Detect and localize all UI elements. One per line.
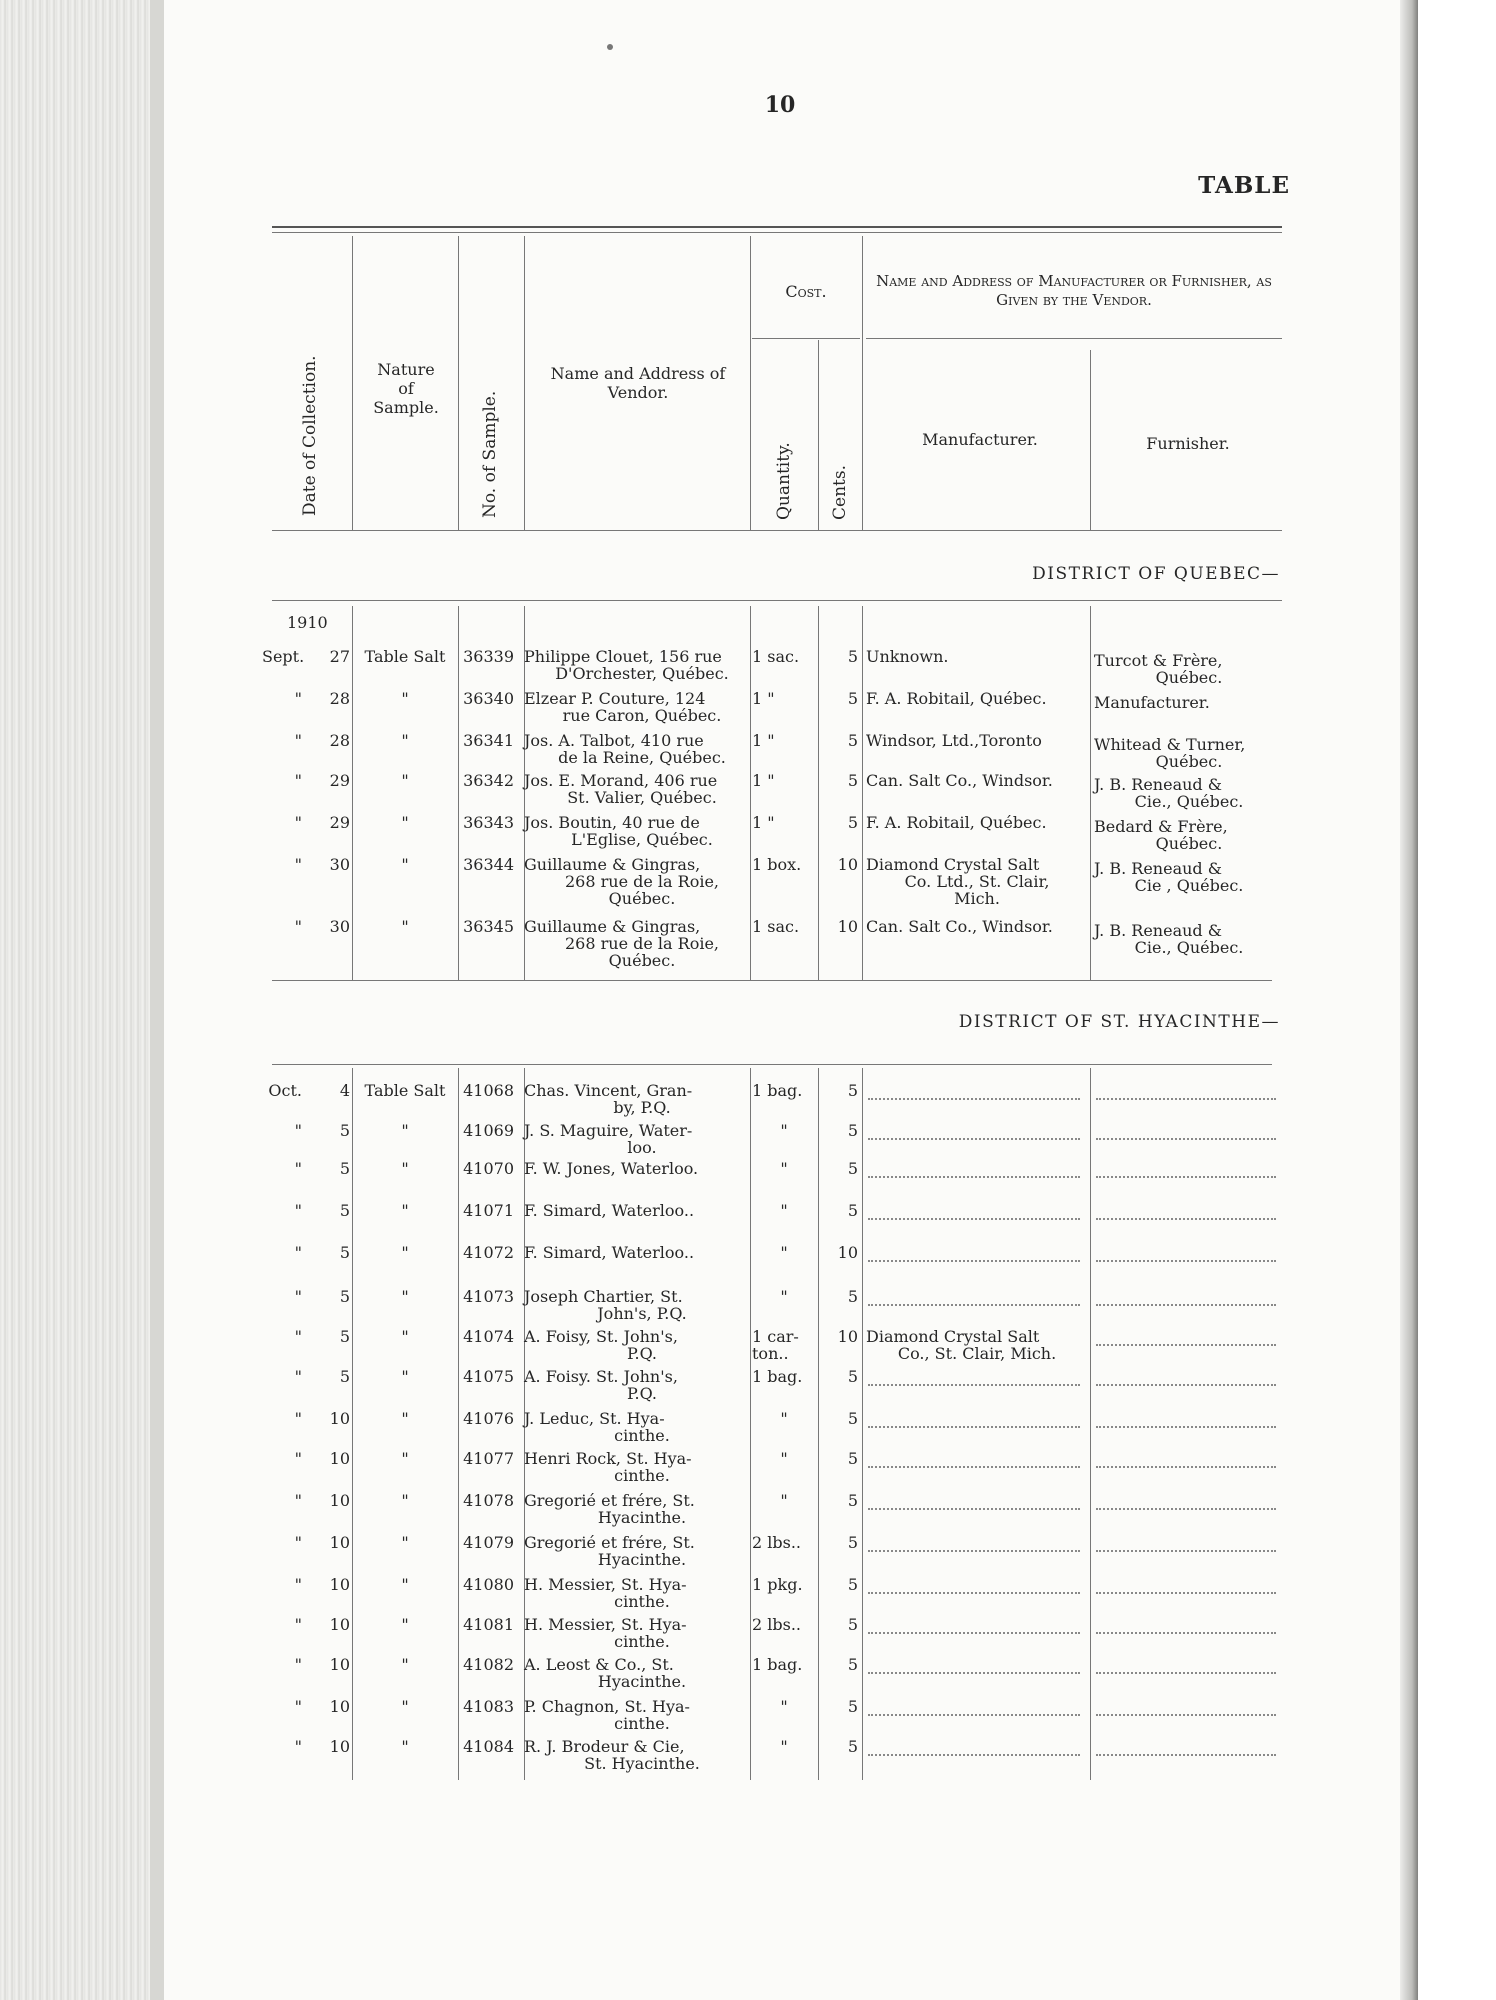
leader-dots	[868, 1302, 1080, 1306]
vendor-line: A. Foisy. St. John's,	[524, 1367, 678, 1386]
date-month: "	[294, 1159, 302, 1178]
section-rule	[272, 1064, 1272, 1065]
leader-dots	[868, 1548, 1080, 1552]
quantity: "	[780, 1287, 788, 1306]
quantity: 2 lbs..	[752, 1533, 802, 1552]
leader-dots	[1096, 1096, 1276, 1100]
sample-number: 41079	[463, 1533, 514, 1552]
column-line	[750, 1068, 751, 1780]
quantity: "	[780, 1121, 788, 1140]
quantity: 1 "	[752, 771, 775, 790]
quantity: "	[780, 1697, 788, 1716]
vendor-line: Chas. Vincent, Gran-	[524, 1081, 693, 1100]
vendor-line: Québec.	[608, 889, 676, 908]
leader-dots	[868, 1216, 1080, 1220]
header-col-line	[750, 236, 751, 530]
date-month: "	[294, 689, 302, 708]
leader-dots	[1096, 1216, 1276, 1220]
vendor-line: cinthe.	[614, 1426, 670, 1445]
sample-number: 41076	[463, 1409, 514, 1428]
vendor-line: Guillaume & Gingras,	[524, 917, 701, 936]
quantity: 1 "	[752, 689, 775, 708]
quantity: "	[780, 1491, 788, 1510]
quantity: "	[780, 1159, 788, 1178]
vendor-line: by, P.Q.	[613, 1098, 671, 1117]
header-cents: Cents.	[830, 465, 850, 520]
date-month: "	[294, 1615, 302, 1634]
date-month: "	[294, 1655, 302, 1674]
date-day: 30	[329, 855, 350, 874]
leader-dots	[1096, 1590, 1276, 1594]
vendor-line: R. J. Brodeur & Cie,	[524, 1737, 685, 1756]
leader-dots	[1096, 1258, 1276, 1262]
furnisher-line: J. B. Reneaud &	[1094, 859, 1222, 878]
leader-dots	[868, 1424, 1080, 1428]
sample-number: 36341	[463, 731, 514, 750]
sample-nature: "	[401, 1655, 409, 1674]
ink-dot	[607, 44, 613, 50]
vendor-line: 268 rue de la Roie,	[564, 934, 720, 953]
date-day: 28	[329, 731, 350, 750]
leader-dots	[1096, 1174, 1276, 1178]
leader-dots	[868, 1258, 1080, 1262]
header-date: Date of Collection.	[300, 355, 320, 516]
header-no: No. of Sample.	[480, 390, 500, 518]
vendor-line: F. Simard, Waterloo..	[524, 1201, 695, 1220]
sample-number: 41081	[463, 1615, 514, 1634]
date-day: 10	[329, 1737, 350, 1756]
leader-dots	[868, 1712, 1080, 1716]
vendor-line: Hyacinthe.	[597, 1672, 687, 1691]
table-title: TABLE	[1198, 172, 1290, 199]
leader-dots	[868, 1590, 1080, 1594]
sample-number: 41074	[463, 1327, 514, 1346]
header-quantity: Quantity.	[774, 442, 794, 520]
page-number: 10	[764, 92, 796, 118]
manufacturer-line: Windsor, Ltd.,Toronto	[866, 731, 1042, 750]
manufacturer-line: Diamond Crystal Salt	[866, 1327, 1040, 1346]
header-col-line	[862, 236, 863, 530]
vendor-line: St. Valier, Québec.	[567, 788, 717, 807]
date-day: 10	[329, 1615, 350, 1634]
date-month: "	[294, 1409, 302, 1428]
vendor-line: rue Caron, Québec.	[562, 706, 722, 725]
sample-number: 41078	[463, 1491, 514, 1510]
date-day: 5	[339, 1121, 350, 1140]
date-day: 10	[329, 1533, 350, 1552]
vendor-line: cinthe.	[614, 1632, 670, 1651]
date-day: 10	[329, 1575, 350, 1594]
cents: 5	[847, 813, 858, 832]
column-line	[862, 606, 863, 980]
cents: 5	[847, 1615, 858, 1634]
furnisher-line: Whitead & Turner,	[1094, 735, 1246, 754]
date-day: 10	[329, 1491, 350, 1510]
sample-number: 41069	[463, 1121, 514, 1140]
leader-dots	[1096, 1630, 1276, 1634]
furnisher-line: Bedard & Frère,	[1094, 817, 1228, 836]
sample-number: 41077	[463, 1449, 514, 1468]
quantity: "	[780, 1449, 788, 1468]
vendor-line: Gregorié et frére, St.	[524, 1533, 695, 1552]
vendor-line: Hyacinthe.	[597, 1508, 687, 1527]
sample-number: 41071	[463, 1201, 514, 1220]
page-edge-right	[1400, 0, 1420, 2000]
manufacturer-line: Can. Salt Co., Windsor.	[866, 917, 1053, 936]
year-label: 1910	[287, 613, 328, 632]
furnisher-line: Manufacturer.	[1094, 693, 1210, 712]
header-vendor: Name and Address of Vendor.	[550, 364, 726, 402]
leader-dots	[1096, 1712, 1276, 1716]
sample-number: 41072	[463, 1243, 514, 1262]
cents: 5	[847, 1737, 858, 1756]
date-month: "	[294, 731, 302, 750]
date-day: 5	[339, 1367, 350, 1386]
sample-number: 41073	[463, 1287, 514, 1306]
sample-nature: "	[401, 1697, 409, 1716]
quantity: 1 "	[752, 813, 775, 832]
column-line	[862, 1068, 863, 1780]
header-maker-group: Name and Address of Manufacturer or Furnisher, as Given by the Vendor.	[876, 272, 1272, 309]
district-title: DISTRICT OF QUEBEC—	[1032, 564, 1280, 584]
vendor-line: H. Messier, St. Hya-	[524, 1615, 687, 1634]
header-top-rule-2	[272, 232, 1282, 233]
date-day: 10	[329, 1697, 350, 1716]
date-day: 28	[329, 689, 350, 708]
sample-number: 36344	[463, 855, 514, 874]
date-day: 29	[329, 771, 350, 790]
sample-number: 41082	[463, 1655, 514, 1674]
sample-nature: "	[401, 731, 409, 750]
leader-dots	[1096, 1342, 1276, 1346]
furnisher-line: J. B. Reneaud &	[1094, 921, 1222, 940]
quantity: 1 "	[752, 731, 775, 750]
header-top-rule	[272, 226, 1282, 228]
vendor-line: 268 rue de la Roie,	[564, 872, 720, 891]
quantity: "	[780, 1243, 788, 1262]
cents: 5	[847, 1697, 858, 1716]
vendor-line: F. Simard, Waterloo..	[524, 1243, 695, 1262]
sample-number: 41084	[463, 1737, 514, 1756]
date-month: "	[294, 1121, 302, 1140]
date-month: "	[294, 813, 302, 832]
leader-dots	[1096, 1424, 1276, 1428]
date-month: Oct.	[268, 1081, 302, 1100]
vendor-line: cinthe.	[614, 1466, 670, 1485]
sample-number: 41080	[463, 1575, 514, 1594]
quantity: 1 sac.	[752, 647, 800, 666]
sample-nature: "	[401, 1615, 409, 1634]
section-rule	[272, 600, 1282, 601]
vendor-line: D'Orchester, Québec.	[555, 664, 729, 683]
manufacturer-line: Co. Ltd., St. Clair,	[904, 872, 1050, 891]
sample-number: 41075	[463, 1367, 514, 1386]
furnisher-line: Cie , Québec.	[1134, 876, 1244, 895]
quantity: 1 bag.	[752, 1081, 803, 1100]
manufacturer-line: Can. Salt Co., Windsor.	[866, 771, 1053, 790]
header-col-line	[1090, 350, 1091, 530]
quantity: 1 bag.	[752, 1367, 803, 1386]
furnisher-line: Turcot & Frère,	[1094, 651, 1223, 670]
background-right	[1418, 0, 1496, 2000]
vendor-line: Jos. Boutin, 40 rue de	[524, 813, 700, 832]
leader-dots	[868, 1506, 1080, 1510]
header-bottom-rule	[272, 530, 1282, 531]
cents: 5	[847, 771, 858, 790]
section-end-rule	[272, 980, 1272, 981]
date-day: 10	[329, 1409, 350, 1428]
vendor-line: J. S. Maguire, Water-	[524, 1121, 693, 1140]
header-col-line	[818, 340, 819, 530]
cents: 5	[847, 1201, 858, 1220]
date-month: "	[294, 1287, 302, 1306]
quantity: "	[780, 1737, 788, 1756]
cents: 10	[837, 1327, 858, 1346]
sample-number: 36340	[463, 689, 514, 708]
date-month: "	[294, 1575, 302, 1594]
sample-nature: "	[401, 1243, 409, 1262]
manufacturer-line: Unknown.	[866, 647, 949, 666]
sample-nature: "	[401, 1201, 409, 1220]
vendor-line: de la Reine, Québec.	[558, 748, 726, 767]
column-line	[750, 606, 751, 980]
sample-nature: "	[401, 1737, 409, 1756]
date-day: 27	[329, 647, 350, 666]
cents: 5	[847, 1575, 858, 1594]
district-title: DISTRICT OF ST. HYACINTHE—	[958, 1012, 1280, 1032]
date-month: "	[294, 1367, 302, 1386]
sample-number: 36342	[463, 771, 514, 790]
manufacturer-line: Co., St. Clair, Mich.	[897, 1344, 1057, 1363]
sample-number: 41083	[463, 1697, 514, 1716]
date-month: "	[294, 1533, 302, 1552]
furnisher-line: J. B. Reneaud &	[1094, 775, 1222, 794]
cents: 5	[847, 731, 858, 750]
cents: 10	[837, 1243, 858, 1262]
quantity: 1 pkg.	[752, 1575, 803, 1594]
header-col-line	[352, 236, 353, 530]
maker-divider	[866, 338, 1282, 339]
date-day: 5	[339, 1243, 350, 1262]
date-month: "	[294, 1201, 302, 1220]
cents: 5	[847, 689, 858, 708]
leader-dots	[868, 1670, 1080, 1674]
leader-dots	[868, 1464, 1080, 1468]
leader-dots	[868, 1174, 1080, 1178]
cents: 5	[847, 1081, 858, 1100]
sample-nature: "	[401, 1409, 409, 1428]
vendor-line: St. Hyacinthe.	[584, 1754, 700, 1773]
cents: 5	[847, 1367, 858, 1386]
cents: 5	[847, 1159, 858, 1178]
sample-nature: "	[401, 1575, 409, 1594]
quantity: "	[780, 1201, 788, 1220]
date-month: "	[294, 1243, 302, 1262]
cents: 5	[847, 1533, 858, 1552]
date-day: 5	[339, 1287, 350, 1306]
header-furnisher: Furnisher.	[1146, 434, 1230, 453]
cents: 5	[847, 1409, 858, 1428]
date-day: 30	[329, 917, 350, 936]
sample-nature: "	[401, 1491, 409, 1510]
cents: 5	[847, 1655, 858, 1674]
quantity: 1 box.	[752, 855, 802, 874]
vendor-line: Jos. A. Talbot, 410 rue	[524, 731, 704, 750]
vendor-line: P.Q.	[626, 1384, 657, 1403]
leader-dots	[868, 1752, 1080, 1756]
date-day: 5	[339, 1327, 350, 1346]
column-line	[1090, 1068, 1091, 1780]
cents: 10	[837, 917, 858, 936]
cents: 10	[837, 855, 858, 874]
quantity: 1 car-	[752, 1327, 799, 1346]
sample-nature: "	[401, 689, 409, 708]
sample-number: 36343	[463, 813, 514, 832]
manufacturer-line: Mich.	[954, 889, 1000, 908]
cost-divider	[752, 338, 860, 339]
sample-nature: Table Salt	[364, 1081, 446, 1100]
vendor-line: F. W. Jones, Waterloo.	[524, 1159, 699, 1178]
manufacturer-line: Diamond Crystal Salt	[866, 855, 1040, 874]
date-month: "	[294, 1449, 302, 1468]
cents: 5	[847, 1287, 858, 1306]
vendor-line: J. Leduc, St. Hya-	[524, 1409, 665, 1428]
vendor-line: P.Q.	[626, 1344, 657, 1363]
header-cost: Cost.	[785, 282, 827, 301]
date-day: 10	[329, 1449, 350, 1468]
cents: 5	[847, 1449, 858, 1468]
vendor-line: Philippe Clouet, 156 rue	[524, 647, 722, 666]
leader-dots	[1096, 1136, 1276, 1140]
manufacturer-line: F. A. Robitail, Québec.	[866, 689, 1047, 708]
header-nature-text: Nature of Sample.	[373, 360, 439, 417]
vendor-line: A. Foisy, St. John's,	[524, 1327, 678, 1346]
date-month: "	[294, 1491, 302, 1510]
vendor-line: cinthe.	[614, 1714, 670, 1733]
sample-number: 36345	[463, 917, 514, 936]
sample-nature: "	[401, 917, 409, 936]
date-day: 5	[339, 1159, 350, 1178]
sample-nature: "	[401, 771, 409, 790]
vendor-line: Gregorié et frére, St.	[524, 1491, 695, 1510]
date-month: "	[294, 1327, 302, 1346]
book-gutter	[150, 0, 164, 2000]
leader-dots	[1096, 1506, 1276, 1510]
furnisher-line: Québec.	[1155, 668, 1223, 687]
sample-number: 41070	[463, 1159, 514, 1178]
vendor-line: Elzear P. Couture, 124	[524, 689, 706, 708]
header-nature	[362, 360, 450, 417]
sample-nature: "	[401, 1533, 409, 1552]
date-month: "	[294, 855, 302, 874]
quantity: 2 lbs..	[752, 1615, 802, 1634]
leader-dots	[1096, 1548, 1276, 1552]
quantity: "	[780, 1409, 788, 1428]
vendor-line: Guillaume & Gingras,	[524, 855, 701, 874]
furnisher-line: Cie., Québec.	[1134, 792, 1244, 811]
sample-nature: "	[401, 1367, 409, 1386]
cents: 5	[847, 1121, 858, 1140]
date-day: 5	[339, 1201, 350, 1220]
header-col-line	[524, 236, 525, 530]
vendor-line: John's, P.Q.	[597, 1304, 687, 1323]
furnisher-line: Québec.	[1155, 834, 1223, 853]
header-col-line	[458, 236, 459, 530]
leader-dots	[1096, 1464, 1276, 1468]
vendor-line: Québec.	[608, 951, 676, 970]
sample-number: 36339	[463, 647, 514, 666]
header-manufacturer: Manufacturer.	[922, 430, 1038, 449]
vendor-line: P. Chagnon, St. Hya-	[524, 1697, 690, 1716]
sample-nature: "	[401, 1327, 409, 1346]
vendor-line: loo.	[627, 1138, 657, 1157]
quantity: 1 sac.	[752, 917, 800, 936]
date-month: "	[294, 917, 302, 936]
furnisher-line: Québec.	[1155, 752, 1223, 771]
date-month: "	[294, 1737, 302, 1756]
vendor-line: H. Messier, St. Hya-	[524, 1575, 687, 1594]
cents: 5	[847, 1491, 858, 1510]
sample-nature: "	[401, 1121, 409, 1140]
leader-dots	[868, 1630, 1080, 1634]
leader-dots	[1096, 1670, 1276, 1674]
vendor-line: A. Leost & Co., St.	[524, 1655, 674, 1674]
vendor-line: Joseph Chartier, St.	[524, 1287, 683, 1306]
sample-nature: "	[401, 1159, 409, 1178]
column-line	[1090, 606, 1091, 980]
date-day: 29	[329, 813, 350, 832]
leader-dots	[1096, 1382, 1276, 1386]
sample-nature: "	[401, 1287, 409, 1306]
sample-nature: "	[401, 855, 409, 874]
sample-nature: Table Salt	[364, 647, 446, 666]
date-month: "	[294, 771, 302, 790]
quantity: 1 bag.	[752, 1655, 803, 1674]
leader-dots	[1096, 1752, 1276, 1756]
leader-dots	[868, 1096, 1080, 1100]
leader-dots	[868, 1136, 1080, 1140]
quantity: ton..	[752, 1344, 789, 1363]
vendor-line: Hyacinthe.	[597, 1550, 687, 1569]
date-month: "	[294, 1697, 302, 1716]
vendor-line: cinthe.	[614, 1592, 670, 1611]
sample-nature: "	[401, 1449, 409, 1468]
vendor-line: Jos. E. Morand, 406 rue	[524, 771, 718, 790]
leader-dots	[868, 1382, 1080, 1386]
date-day: 4	[339, 1081, 350, 1100]
leader-dots	[1096, 1302, 1276, 1306]
sample-number: 41068	[463, 1081, 514, 1100]
manufacturer-line: F. A. Robitail, Québec.	[866, 813, 1047, 832]
book-edge-left	[0, 0, 158, 2000]
date-day: 10	[329, 1655, 350, 1674]
vendor-line: L'Eglise, Québec.	[571, 830, 713, 849]
date-month: Sept.	[262, 647, 305, 666]
cents: 5	[847, 647, 858, 666]
furnisher-line: Cie., Québec.	[1134, 938, 1244, 957]
vendor-line: Henri Rock, St. Hya-	[524, 1449, 692, 1468]
sample-nature: "	[401, 813, 409, 832]
